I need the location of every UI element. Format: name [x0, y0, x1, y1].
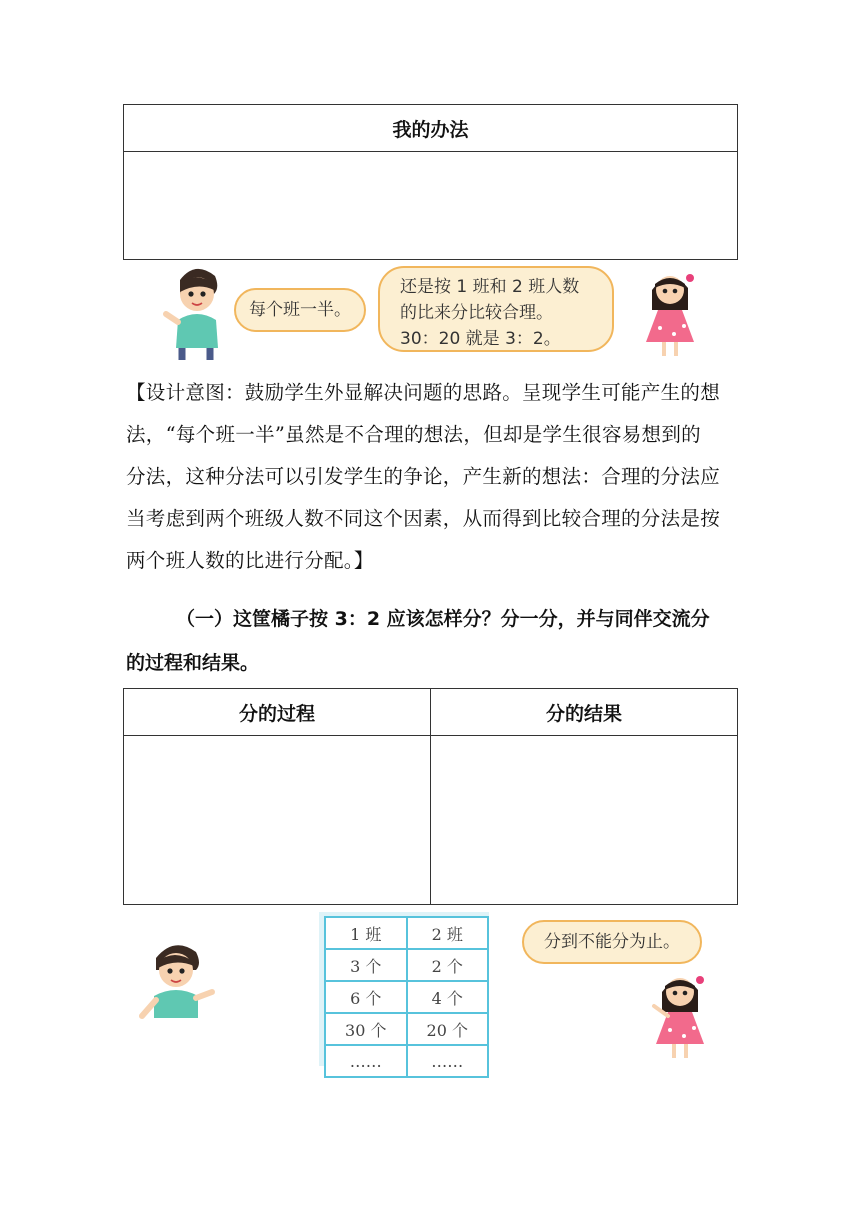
ratio-cell: 20 个 [407, 1013, 489, 1045]
girl-speech-text-2: 分到不能分为止。 [544, 932, 680, 952]
girl-illustration-2 [648, 968, 712, 1060]
ratio-cell: …… [325, 1045, 407, 1077]
ratio-cell: 1 班 [325, 917, 407, 949]
boy-illustration [160, 262, 230, 362]
result-column-header: 分的结果 [431, 689, 738, 736]
boy-pointing-illustration [138, 940, 220, 1026]
girl-speech-bubble [378, 266, 614, 352]
ratio-table-row [325, 1013, 488, 1045]
ratio-table-frame [319, 912, 489, 1071]
design-intent-line: 当考虑到两个班级人数不同这个因素，从而得到比较合理的分法是按 [126, 507, 721, 530]
process-column-header: 分的过程 [124, 689, 431, 736]
task-line-2: 的过程和结果。 [126, 652, 260, 674]
task-line-1: （一）这筐橘子按 3：2 应该怎样分？分一分，并与同伴交流分 [176, 608, 710, 630]
design-intent-paragraph [126, 372, 738, 582]
ratio-cell: …… [407, 1045, 489, 1077]
ratio-table-row [325, 949, 488, 981]
method-table [123, 104, 738, 260]
ratio-table-row [325, 917, 488, 949]
girl-speech-line: 的比来分比较合理。 [400, 303, 553, 323]
design-intent-line: 法，“每个班一半”虽然是不合理的想法，但却是学生很容易想到的 [126, 423, 701, 446]
girl-speech-line: 30：20 就是 3：2。 [400, 329, 561, 349]
design-intent-line: 【设计意图：鼓励学生外显解决问题的思路。呈现学生可能产生的想 [126, 381, 721, 404]
ratio-cell: 3 个 [325, 949, 407, 981]
ratio-cell: 2 个 [407, 949, 489, 981]
process-answer-cell[interactable] [124, 736, 431, 905]
method-table-answer-cell[interactable] [124, 152, 738, 260]
design-intent-line: 分法，这种分法可以引发学生的争论，产生新的想法：合理的分法应 [126, 465, 721, 488]
boy-speech-text: 每个班一半。 [249, 300, 351, 320]
result-answer-cell[interactable] [431, 736, 738, 905]
girl-illustration [640, 266, 700, 358]
ratio-cell: 2 班 [407, 917, 489, 949]
ratio-cell: 4 个 [407, 981, 489, 1013]
girl-speech-bubble-2 [522, 920, 702, 964]
ratio-table-row [325, 981, 488, 1013]
method-table-header: 我的办法 [124, 105, 738, 152]
ratio-table-row [325, 1045, 488, 1077]
ratio-table [324, 916, 489, 1078]
ratio-cell: 6 个 [325, 981, 407, 1013]
girl-speech-line: 还是按 1 班和 2 班人数 [400, 277, 580, 297]
boy-speech-bubble [234, 288, 366, 332]
process-result-table [123, 688, 738, 905]
ratio-cell: 30 个 [325, 1013, 407, 1045]
design-intent-line: 两个班人数的比进行分配。】 [126, 549, 374, 572]
